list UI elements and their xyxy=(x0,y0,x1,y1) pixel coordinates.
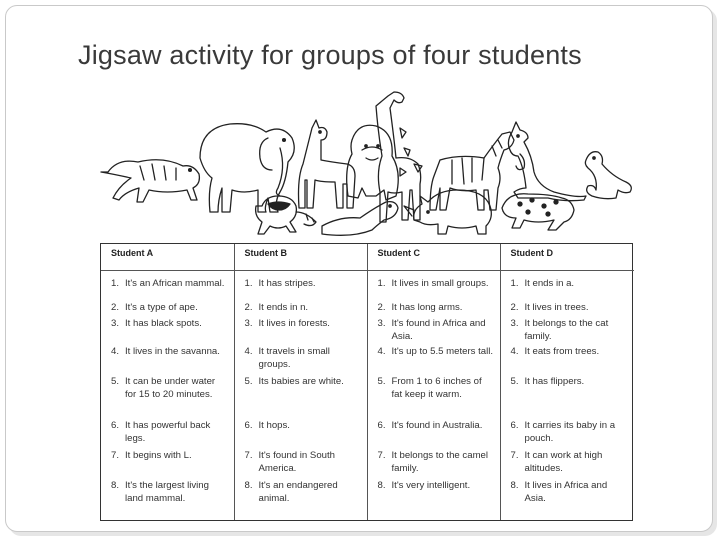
clue-number: 1. xyxy=(111,278,120,289)
animal-illustration xyxy=(100,88,640,244)
clue-text: It carries its baby in a pouch. xyxy=(524,420,616,444)
clue-number: 4. xyxy=(111,346,120,357)
clue-item xyxy=(245,420,361,433)
clue-text: It has flippers. xyxy=(524,376,585,387)
clue-number: 7. xyxy=(510,450,519,461)
clue-number: 5. xyxy=(510,376,519,387)
column-student-c xyxy=(367,271,500,521)
clue-text: It lives in trees. xyxy=(524,302,589,313)
clue-text: It's found in Australia. xyxy=(391,420,483,431)
clue-text: It's a type of ape. xyxy=(125,302,198,313)
clue-item xyxy=(378,278,494,291)
clue-item xyxy=(378,346,494,359)
clue-number: 2. xyxy=(377,302,386,313)
clue-item xyxy=(111,278,228,291)
clue-item xyxy=(111,420,228,445)
clue-item xyxy=(111,318,228,331)
clue-text: It's the largest living land mammal. xyxy=(125,480,209,504)
clue-number: 3. xyxy=(111,318,120,329)
clue-number: 6. xyxy=(244,420,253,431)
clue-item xyxy=(511,346,629,359)
clue-item xyxy=(245,480,361,505)
clue-number: 2. xyxy=(244,302,253,313)
clue-text: It's up to 5.5 meters tall. xyxy=(391,346,494,357)
llama-drawing xyxy=(299,120,356,208)
column-student-a xyxy=(101,271,234,521)
slide-title: Jigsaw activity for groups of four students xyxy=(78,40,582,70)
clue-number: 5. xyxy=(111,376,120,387)
clue-number: 4. xyxy=(244,346,253,357)
clue-text: It lives in the savanna. xyxy=(125,346,220,357)
clue-text: It's found in South America. xyxy=(258,450,336,474)
clue-item xyxy=(378,302,494,315)
zebra-drawing xyxy=(430,132,514,210)
clue-table xyxy=(100,243,633,521)
clue-item xyxy=(511,318,629,343)
clue-number: 2. xyxy=(510,302,519,313)
clue-text: It ends in a. xyxy=(524,278,575,289)
clue-text: It lives in forests. xyxy=(258,318,330,329)
clue-item xyxy=(378,318,494,343)
clue-text: From 1 to 6 inches of fat keep it warm. xyxy=(391,376,482,400)
header-student-d: Student D xyxy=(500,244,634,271)
clue-item xyxy=(245,346,361,371)
clue-number: 1. xyxy=(510,278,519,289)
clue-text: It begins with L. xyxy=(125,450,192,461)
clue-number: 8. xyxy=(111,480,120,491)
clue-text: It's found in Africa and Asia. xyxy=(391,318,486,342)
clue-item xyxy=(511,480,629,505)
clue-number: 2. xyxy=(111,302,120,313)
clue-item xyxy=(511,450,629,475)
clue-text: It travels in small groups. xyxy=(258,346,330,370)
clue-text: It has stripes. xyxy=(258,278,316,289)
clue-item xyxy=(378,450,494,475)
clue-number: 7. xyxy=(377,450,386,461)
kangaroo-drawing xyxy=(508,122,586,201)
clue-item xyxy=(511,376,629,389)
clue-item xyxy=(245,376,361,389)
clue-item xyxy=(511,420,629,445)
clue-item xyxy=(111,302,228,315)
clue-text: It hops. xyxy=(258,420,290,431)
elephant-drawing xyxy=(200,124,294,212)
clue-number: 8. xyxy=(510,480,519,491)
clue-number: 7. xyxy=(244,450,253,461)
header-student-b: Student B xyxy=(234,244,367,271)
clue-item xyxy=(245,278,361,291)
clue-text: It lives in small groups. xyxy=(391,278,489,289)
rhinoceros-drawing xyxy=(404,190,491,234)
clue-number: 8. xyxy=(377,480,386,491)
clue-number: 5. xyxy=(244,376,253,387)
clue-number: 6. xyxy=(111,420,120,431)
clue-number: 5. xyxy=(377,376,386,387)
tiger-drawing xyxy=(101,160,199,202)
clue-item xyxy=(245,450,361,475)
column-student-b xyxy=(234,271,367,521)
clue-text: It's an African mammal. xyxy=(125,278,225,289)
clue-text: It belongs to the cat family. xyxy=(524,318,609,342)
column-student-d xyxy=(500,271,634,521)
clue-text: Its babies are white. xyxy=(258,376,344,387)
clue-item xyxy=(378,420,494,433)
clue-number: 1. xyxy=(377,278,386,289)
clue-item xyxy=(511,302,629,315)
header-student-c: Student C xyxy=(367,244,500,271)
jaguar-drawing xyxy=(502,194,574,230)
header-student-a: Student A xyxy=(101,244,234,271)
clue-number: 3. xyxy=(377,318,386,329)
clue-item xyxy=(111,480,228,505)
clue-item xyxy=(245,318,361,331)
clue-number: 7. xyxy=(111,450,120,461)
clue-text: It can work at high altitudes. xyxy=(524,450,603,474)
clue-item xyxy=(378,376,494,401)
clue-text: It belongs to the camel family. xyxy=(391,450,489,474)
clue-text: It eats from trees. xyxy=(524,346,600,357)
clue-text: It has powerful back legs. xyxy=(125,420,211,444)
clue-item xyxy=(245,302,361,315)
clue-number: 4. xyxy=(377,346,386,357)
giraffe-drawing xyxy=(376,92,422,222)
clue-text: It has black spots. xyxy=(125,318,202,329)
clue-number: 6. xyxy=(510,420,519,431)
clue-text: It has long arms. xyxy=(391,302,463,313)
clue-text: It ends in n. xyxy=(258,302,309,313)
clue-number: 3. xyxy=(244,318,253,329)
clue-text: It's an endangered animal. xyxy=(258,480,338,504)
clue-number: 3. xyxy=(510,318,519,329)
clue-item xyxy=(511,278,629,291)
clue-number: 6. xyxy=(377,420,386,431)
clue-item xyxy=(111,346,228,359)
clue-number: 4. xyxy=(510,346,519,357)
clue-item xyxy=(111,450,228,463)
clue-item xyxy=(378,480,494,493)
clue-item xyxy=(111,376,228,401)
clue-number: 8. xyxy=(244,480,253,491)
clue-text: It lives in Africa and Asia. xyxy=(524,480,608,504)
seal-drawing xyxy=(585,152,631,199)
clue-number: 1. xyxy=(244,278,253,289)
clue-text: It's very intelligent. xyxy=(391,480,471,491)
clue-text: It can be under water for 15 to 20 minutes. xyxy=(125,376,216,400)
